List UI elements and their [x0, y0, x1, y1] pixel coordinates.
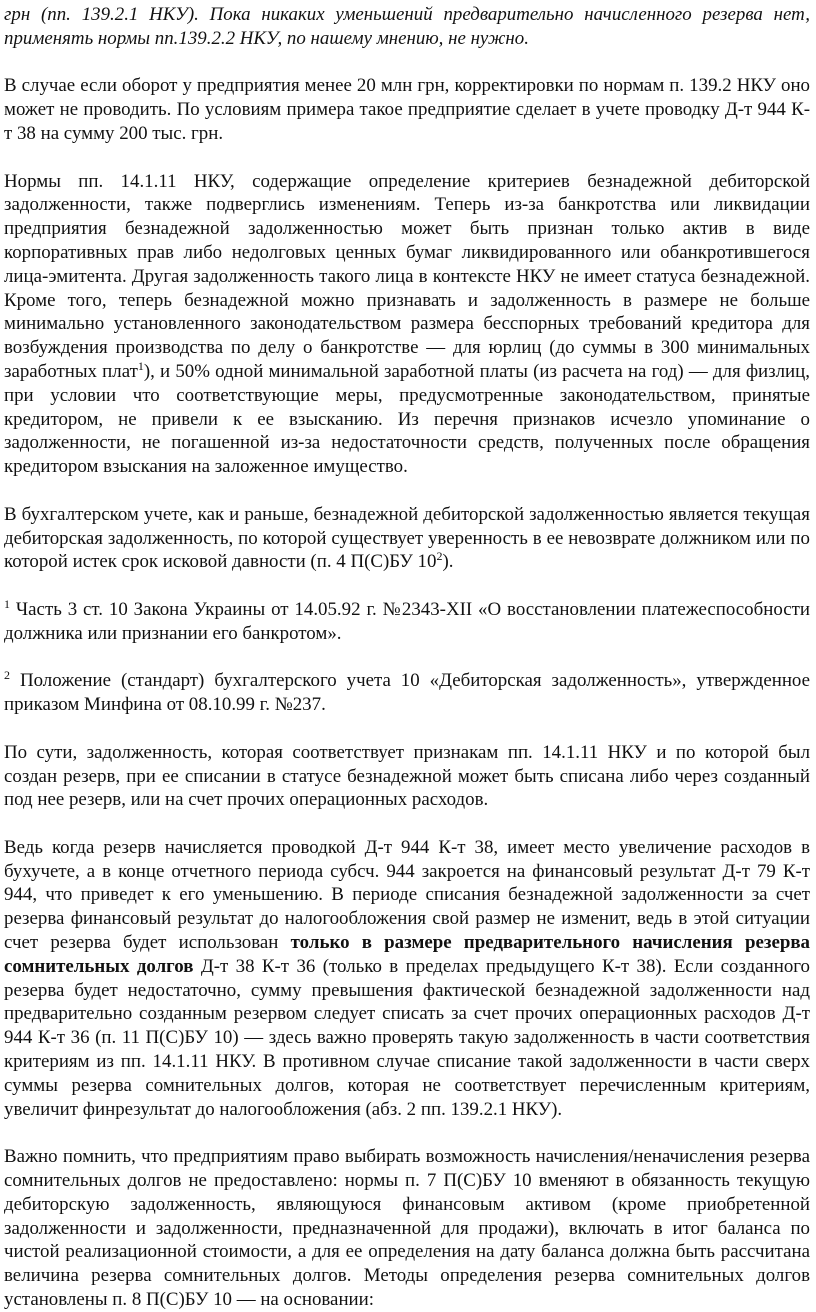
- paragraph-text: Ведь когда резерв начисляется проводкой Д-т 944 К-т 38, имеет место увеличение расходов в бухучете, а в конце отчетного периода субсч. 944 закроется на финансовый результат Д-т 79 К-т 944, что приведет к его уменьшению. В периоде списания безнадежной задолженности за счет резерва финансовый результат до налогообложения свой размер не изменит, ведь в этой ситуации счет резерва будет использован: [4, 836, 810, 954]
- paragraph-text: В случае если оборот у предприятия менее 20 млн грн, корректировки по нормам п. 139.2 НКУ оно может не проводить. По условиям примера такое предприятие сделает в учете проводку Д-т 944 К-т 38 на сумму 200 тыс. грн.: [4, 75, 810, 144]
- bold-emphasis: только в размере предварительного начисления резерва сомнительных долгов: [4, 932, 810, 977]
- paragraph-turnover-threshold: [4, 74, 810, 145]
- paragraph-text: Д-т 38 К-т 36 (только в пределах предыдущего К-т 38). Если созданного резерва будет недостаточно, сумму превышения фактической безнадежной задолженности над предварительно созданным резервом следует списать за счет прочих операционных расходов Д-т 944 К-т 36 (п. 11 П(С)БУ 10) — здесь важно проверять такую задолженность в части соответствия критериям из пп. 14.1.11 НКУ. В противном случае списание такой задолженности в части сверх суммы резерва сомнительных долгов, которая не соответствует перечисленным критериям, увеличит финрезультат до налогообложения (абз. 2 пп. 139.2.1 НКУ).: [4, 955, 810, 1120]
- footnote-text: Часть 3 ст. 10 Закона Украины от 14.05.92 г. №2343-XII «О восстановлении платежеспособности должника или признании его банкротом».: [4, 598, 810, 644]
- footnote-1: [4, 598, 810, 646]
- paragraph-reserve-accrual: [4, 836, 810, 1122]
- paragraph-accounting-bad-debt: [4, 503, 810, 574]
- paragraph-text: ), и 50% одной минимальной заработной платы (из расчета на год) — для физлиц, при условии что соответствующие меры, предусмотренные законодательством, принятые кредитором, не привели к ее взысканию. Из перечня признаков исчезло упоминание о задолженности, не погашенной из-за недостаточности средств, полученных после обращения кредитором взыскания на заложенное имущество.: [4, 360, 811, 478]
- paragraph-bad-debt-criteria: [4, 170, 810, 479]
- footnote-ref-2: 2: [436, 549, 443, 564]
- paragraph-text: По сути, задолженность, которая соответствует признакам пп. 14.1.11 НКУ и по которой был создан резерв, при ее списании в статусе безнадежной может быть списана либо через созданный под нее резерв, или на счет прочих операционных расходов.: [4, 741, 810, 811]
- footnote-marker-1: 1: [4, 596, 10, 611]
- paragraph-reserve-obligation: [4, 1145, 810, 1312]
- paragraph-intro-continuation: [4, 3, 810, 51]
- paragraph-write-off-options: [4, 741, 810, 812]
- paragraph-text: Важно помнить, что предприятиям право выбирать возможность начисления/неначисления резерва сомнительных долгов не предоставлено: нормы п. 7 П(С)БУ 10 вменяют в обязанность текущую дебиторскую задолженность, являющуюся финансовым активом (кроме приобретенной задолженности и задолженности, предназначенной для продажи), включать в итог баланса по чистой реализационной стоимости, а для ее определения на дату баланса должна быть рассчитана величина резерва сомнительных долгов. Методы определения резерва сомнительных долгов установлены п. 8 П(С)БУ 10 — на основании:: [4, 1146, 810, 1311]
- footnote-text: Положение (стандарт) бухгалтерского учета 10 «Дебиторская задолженность», утвержденное приказом Минфина от 08.10.99 г. №237.: [4, 670, 810, 716]
- paragraph-text: Нормы пп. 14.1.11 НКУ, содержащие определение критериев безнадежной дебиторской задолженности, также подверглись изменениям. Теперь из-за банкротства или ликвидации предприятия безнадежной задолженностью может быть признан только актив в виде корпоративных прав либо недолговых ценных бумаг ликвидированного или обанкротившегося лица-эмитента. Другая задолженность такого лица в контексте НКУ не имеет статуса безнадежной. Кроме того, теперь безнадежной можно признавать и задолженность в размере не больше минимально установленного законодательством размера бесспорных требований кредитора для возбуждения производства по делу о банкротстве — для юрлиц (до суммы в 300 минимальных заработных плат: [4, 170, 810, 382]
- paragraph-text: В бухгалтерском учете, как и раньше, безнадежной дебиторской задолженностью является текущая дебиторская задолженность, по которой существует уверенность в ее невозврате должником или по которой истек срок исковой давности (п. 4 П(С)БУ 10: [4, 503, 810, 573]
- footnote-2: [4, 669, 810, 717]
- paragraph-text: ).: [442, 551, 454, 573]
- footnote-ref-1: 1: [137, 358, 144, 373]
- paragraph-text: грн (пп. 139.2.1 НКУ). Пока никаких уменьшений предварительно начисленного резерва нет, применять нормы пп.139.2.2 НКУ, по нашему мнению, не нужно.: [4, 4, 810, 49]
- footnote-marker-2: 2: [4, 668, 10, 683]
